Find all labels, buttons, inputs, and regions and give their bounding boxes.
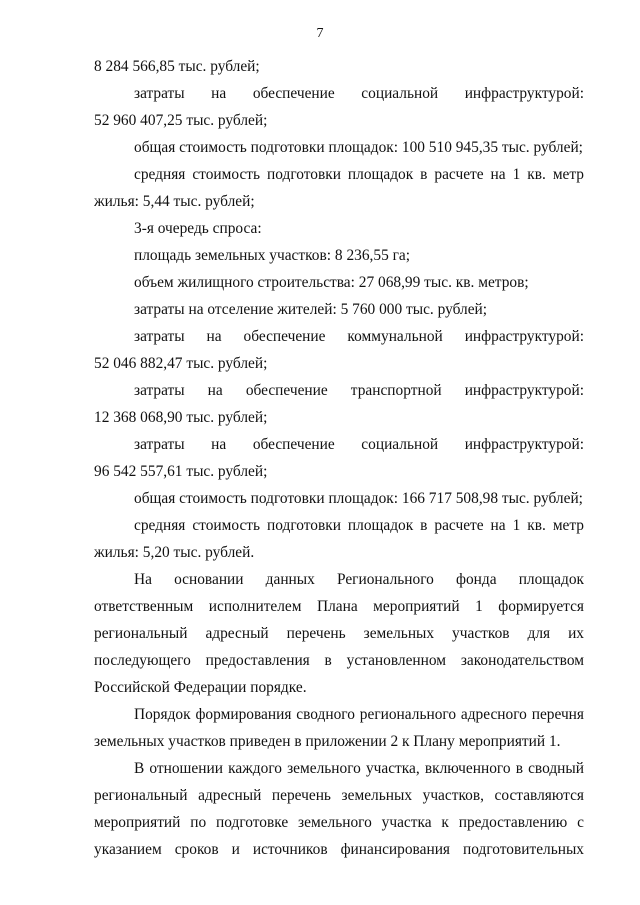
text-line: затраты на обеспечение транспортной инфраструктурой: (134, 382, 584, 399)
text-line: 8 284 566,85 тыс. рублей; (94, 58, 260, 75)
text-line: общая стоимость подготовки площадок: 166 717 508,98 тыс. рублей; (134, 490, 583, 507)
text-line: средняя стоимость подготовки площадок в расчете на 1 кв. метр (134, 166, 584, 183)
text-line: жилья: 5,44 тыс. рублей; (94, 193, 255, 210)
document-body (94, 53, 584, 863)
text-line: В отношении каждого земельного участка, включенного в сводный (134, 760, 584, 777)
text-line: ответственным исполнителем Плана мероприятий 1 формируется (94, 598, 584, 615)
text-line: На основании данных Регионального фонда площадок (134, 571, 584, 588)
page-number: 7 (316, 26, 324, 41)
text-line: Порядок формирования сводного регионального адресного перечня (134, 706, 584, 723)
text-line: последующего предоставления в установленном законодательством (94, 652, 584, 669)
text-line: 12 368 068,90 тыс. рублей; (94, 409, 268, 426)
text-line: общая стоимость подготовки площадок: 100 510 945,35 тыс. рублей; (134, 139, 583, 156)
text-line: Российской Федерации порядке. (94, 679, 307, 696)
text-line: площадь земельных участков: 8 236,55 га; (134, 247, 411, 264)
text-line: средняя стоимость подготовки площадок в расчете на 1 кв. метр (134, 517, 584, 534)
text-line: 52 046 882,47 тыс. рублей; (94, 355, 268, 372)
text-line: затраты на отселение жителей: 5 760 000 тыс. рублей; (134, 301, 488, 318)
text-line: 96 542 557,61 тыс. рублей; (94, 463, 268, 480)
text-line: земельных участков приведен в приложении 2 к Плану мероприятий 1. (94, 733, 561, 750)
text-line: мероприятий по подготовке земельного участка к предоставлению с (94, 814, 584, 831)
text-line: затраты на обеспечение социальной инфраструктурой: (134, 436, 584, 453)
text-line: затраты на обеспечение коммунальной инфраструктурой: (134, 328, 584, 345)
text-line: 52 960 407,25 тыс. рублей; (94, 112, 268, 129)
text-line: региональный адресный перечень земельных участков для их (94, 625, 584, 642)
text-line: 3-я очередь спроса: (134, 220, 262, 237)
text-line: региональный адресный перечень земельных участков, составляются (94, 787, 584, 804)
text-line: объем жилищного строительства: 27 068,99 тыс. кв. метров; (134, 274, 529, 291)
text-line: указанием сроков и источников финансирования подготовительных (94, 841, 584, 858)
text-line: жилья: 5,20 тыс. рублей. (94, 544, 255, 561)
text-line: затраты на обеспечение социальной инфраструктурой: (134, 85, 584, 102)
